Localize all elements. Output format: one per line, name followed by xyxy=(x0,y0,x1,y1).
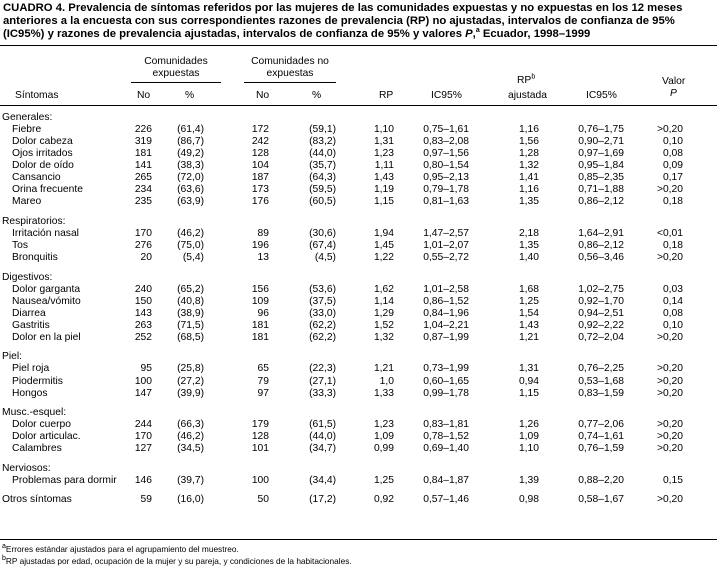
header-rp-adjusted-top: $RP^b$ xyxy=(517,73,536,86)
cell-ic95: 0,78–1,52 xyxy=(423,431,469,443)
cell-rp: 1,11 xyxy=(374,160,394,172)
cell-no-unexposed: 79 xyxy=(257,375,269,387)
cell-symptom: Piodermitis xyxy=(12,375,63,387)
cell-ic95: 0,80–1,54 xyxy=(423,160,469,172)
cell-rp: 1,52 xyxy=(373,319,394,331)
footnote-b: $^b$RP ajustadas por edad, ocupación de la mujer y su pareja, y condiciones de la habitacionales. xyxy=(2,555,352,566)
cell-no-unexposed: 181 xyxy=(251,319,269,331)
cell-no-exposed: 226 xyxy=(134,124,152,136)
cell-rp-adjusted: 1,54 xyxy=(518,307,539,319)
cell-p-value: >0,20 xyxy=(656,375,683,387)
cell-no-unexposed: 187 xyxy=(251,172,269,184)
cell-pct-unexposed: (61,5) xyxy=(309,419,336,431)
cell-ic95: 1,01–2,07 xyxy=(423,240,469,251)
cell-pct-exposed: (66,3) xyxy=(177,419,204,431)
header-p: P xyxy=(670,88,677,99)
cell-ic95: 0,60–1,65 xyxy=(423,375,469,387)
cell-ic95-adjusted: 0,83–1,59 xyxy=(578,387,624,399)
section-heading: Generales: xyxy=(2,112,53,123)
header-ic95: IC95% xyxy=(431,90,462,101)
cell-rp: 1,10 xyxy=(373,124,394,136)
cell-rp-adjusted: 1,32 xyxy=(518,160,539,172)
table-row xyxy=(0,252,717,264)
cell-ic95: 1,04–2,21 xyxy=(423,319,469,331)
table-row xyxy=(0,148,717,160)
cell-rp: 1,62 xyxy=(373,283,394,295)
cell-pct-unexposed: (33,3) xyxy=(309,387,336,399)
cell-pct-exposed: (49,2) xyxy=(177,148,204,160)
table-row xyxy=(0,332,717,344)
cell-p-value: 0,18 xyxy=(662,196,683,208)
cell-ic95: 0,73–1,99 xyxy=(423,363,469,375)
cell-no-exposed: 127 xyxy=(134,443,152,455)
cell-p-value: >0,20 xyxy=(656,431,683,443)
cell-pct-exposed: (61,4) xyxy=(177,124,204,136)
cell-ic95-adjusted: 0,85–2,35 xyxy=(578,172,624,184)
cell-pct-exposed: (34,5) xyxy=(177,443,204,455)
cell-p-value: >0,20 xyxy=(656,184,683,196)
cell-no-unexposed: 128 xyxy=(251,148,269,160)
cell-pct-exposed: (39,9) xyxy=(177,387,204,399)
cell-no-exposed: 143 xyxy=(134,307,152,319)
cell-ic95-adjusted: 0,56–3,46 xyxy=(578,252,624,264)
cell-pct-exposed: (75,0) xyxy=(177,240,204,251)
cell-p-value: >0,20 xyxy=(656,387,683,399)
cell-rp-adjusted: 0,94 xyxy=(518,375,539,387)
cell-rp-adjusted: 1,16 xyxy=(518,124,539,136)
section-heading: Musc.-esquel: xyxy=(2,407,67,419)
cell-ic95-adjusted: 0,88–2,20 xyxy=(578,474,624,486)
header-valor: Valor xyxy=(662,76,686,87)
cell-no-unexposed: 101 xyxy=(251,443,269,455)
cell-rp-adjusted: 1,41 xyxy=(518,172,539,184)
cell-pct-unexposed: (59,1) xyxy=(309,124,336,136)
cell-no-exposed: 319 xyxy=(134,136,152,148)
cell-no-unexposed: 13 xyxy=(257,252,269,264)
header-pct-exposed: % xyxy=(185,90,195,101)
table-row xyxy=(0,431,717,443)
cell-no-unexposed: 181 xyxy=(251,331,269,343)
table-caption: Prevalencia de síntomas referidos por las mujeres de las comunidades expuestas y no expuestas en los 12 meses anteriores a la encuesta con sus correspondientes razones de prevalencia (RP) no ajustadas, intervalos de confianza de 95% (IC95%) y razones de prevalencia ajustadas, intervalos de confianza de 95% y valores xyxy=(3,2,683,40)
table-number: CUADRO 4. xyxy=(3,2,66,14)
table-row xyxy=(0,240,717,252)
cell-no-unexposed: 96 xyxy=(257,307,269,319)
cell-rp-adjusted: 2,18 xyxy=(518,227,539,239)
footnote-b-marker: b xyxy=(531,73,536,81)
section-heading: Respiratorios: xyxy=(2,215,66,227)
cell-ic95: 0,87–1,99 xyxy=(423,331,469,343)
cell-no-exposed: 146 xyxy=(134,474,152,486)
cell-pct-unexposed: (60,5) xyxy=(309,196,336,208)
cell-symptom: Orina frecuente xyxy=(12,184,83,196)
cell-no-exposed: 235 xyxy=(134,196,152,208)
caption-location: Ecuador, 1998–1999 xyxy=(482,28,591,40)
cell-rp: 1,31 xyxy=(373,136,394,148)
caption-footnote-a: a xyxy=(475,27,480,35)
table-title: CUADRO 4. Prevalencia de síntomas referidos por las mujeres de las comunidades expuestas y no expuestas en los 12 meses anteriores a la encuesta con sus correspondientes razones de prevalencia (RP) no ajustadas, intervalos de confianza de 95% (IC95%) y razones de prevalencia ajustadas, intervalos de confianza de 95% y valores P,$^a$ Ecuador, 1998–1999 xyxy=(3,2,683,40)
cell-rp-adjusted: 1,15 xyxy=(518,387,539,399)
header-rp: RP xyxy=(379,90,394,101)
cell-rp: 0,92 xyxy=(373,494,394,506)
cell-rp: 1,21 xyxy=(373,363,394,375)
cell-ic95: 0,81–1,63 xyxy=(423,196,469,208)
cell-p-value: >0,20 xyxy=(656,363,683,375)
cell-rp: 1,19 xyxy=(373,184,394,196)
cell-symptom: Problemas para dormir xyxy=(12,474,117,486)
cell-symptom: Fiebre xyxy=(12,124,42,136)
cell-rp-adjusted: 1,35 xyxy=(518,196,539,208)
cell-no-unexposed: 65 xyxy=(257,363,269,375)
cell-ic95-adjusted: 1,64–2,91 xyxy=(578,227,624,239)
cell-rp: 1,15 xyxy=(373,196,394,208)
cell-symptom: Ojos irritados xyxy=(12,148,73,160)
cell-ic95-adjusted: 0,74–1,61 xyxy=(578,431,624,443)
cell-no-exposed: 244 xyxy=(134,419,152,431)
cell-pct-unexposed: (44,0) xyxy=(309,148,336,160)
cell-no-unexposed: 97 xyxy=(257,387,269,399)
cell-pct-exposed: (39,7) xyxy=(177,474,204,486)
cell-p-value: 0,14 xyxy=(662,295,683,307)
cell-pct-unexposed: (59,5) xyxy=(309,184,336,196)
cell-pct-exposed: (46,2) xyxy=(177,227,204,239)
table-row xyxy=(0,308,717,320)
cell-rp-adjusted: 1,40 xyxy=(518,252,539,264)
cell-p-value: 0,08 xyxy=(662,148,683,160)
table-row xyxy=(0,443,717,455)
cell-symptom: Dolor en la piel xyxy=(12,331,81,343)
cell-pct-exposed: (5,4) xyxy=(182,252,204,264)
cell-rp-adjusted: 1,56 xyxy=(518,136,539,148)
cell-rp-adjusted: 1,28 xyxy=(518,148,539,160)
cell-ic95: 0,83–2,08 xyxy=(423,136,469,148)
top-rule xyxy=(0,45,717,46)
cell-symptom: Dolor articulac. xyxy=(12,431,81,443)
cell-rp: 1,43 xyxy=(373,172,394,184)
cell-ic95-adjusted: 0,95–1,84 xyxy=(578,160,624,172)
cell-pct-unexposed: (62,2) xyxy=(309,319,336,331)
cell-no-unexposed: 109 xyxy=(251,295,269,307)
cell-rp: 0,99 xyxy=(373,443,394,455)
cell-ic95-adjusted: 0,72–2,04 xyxy=(578,331,624,343)
cell-p-value: >0,20 xyxy=(656,252,683,264)
cell-ic95: 0,57–1,46 xyxy=(423,494,469,506)
table-row xyxy=(0,419,717,431)
cell-rp: 1,09 xyxy=(373,431,394,443)
cell-pct-unexposed: (33,0) xyxy=(309,307,336,319)
cell-p-value: 0,03 xyxy=(662,283,683,295)
cell-ic95-adjusted: 0,58–1,67 xyxy=(578,494,624,506)
cell-ic95-adjusted: 0,97–1,69 xyxy=(578,148,624,160)
header-sintomas: Síntomas xyxy=(15,90,59,101)
cell-ic95-adjusted: 0,77–2,06 xyxy=(578,419,624,431)
cell-ic95-adjusted: 1,02–2,75 xyxy=(578,283,624,295)
cell-rp-adjusted: 1,31 xyxy=(518,363,539,375)
cell-rp: 1,33 xyxy=(373,387,394,399)
header-group-unexposed-rule xyxy=(244,82,336,83)
cell-rp: 1,0 xyxy=(379,375,394,387)
cell-pct-unexposed: (34,7) xyxy=(309,443,336,455)
table-row xyxy=(0,494,717,506)
caption-p-symbol: P xyxy=(465,28,473,40)
cell-no-unexposed: 172 xyxy=(251,124,269,136)
table-row xyxy=(0,388,717,400)
cell-p-value: 0,17 xyxy=(662,172,683,184)
cell-rp-adjusted: 1,39 xyxy=(518,474,539,486)
cell-pct-unexposed: (17,2) xyxy=(309,494,336,506)
cell-ic95: 0,83–1,81 xyxy=(423,419,469,431)
cell-no-unexposed: 179 xyxy=(251,419,269,431)
cell-p-value: 0,08 xyxy=(662,307,683,319)
cell-ic95: 0,84–1,87 xyxy=(423,474,469,486)
table-row xyxy=(0,475,717,487)
table-row xyxy=(0,228,717,240)
cell-pct-exposed: (86,7) xyxy=(177,136,204,148)
cell-rp: 1,22 xyxy=(373,252,394,264)
cell-no-unexposed: 156 xyxy=(251,283,269,295)
cell-pct-exposed: (63,9) xyxy=(177,196,204,208)
table-row xyxy=(0,320,717,332)
cell-pct-unexposed: (34,4) xyxy=(309,474,336,486)
cell-ic95: 0,86–1,52 xyxy=(423,295,469,307)
cell-rp: 1,32 xyxy=(373,331,394,343)
cell-rp-adjusted: 0,98 xyxy=(518,494,539,506)
cell-no-exposed: 181 xyxy=(134,148,152,160)
cell-no-exposed: 252 xyxy=(134,331,152,343)
cell-no-unexposed: 100 xyxy=(251,474,269,486)
cell-p-value: >0,20 xyxy=(656,443,683,455)
cell-no-exposed: 234 xyxy=(134,184,152,196)
cell-ic95-adjusted: 0,86–2,12 xyxy=(578,240,624,251)
cell-pct-unexposed: (37,5) xyxy=(309,295,336,307)
cell-pct-exposed: (68,5) xyxy=(177,331,204,343)
cell-ic95-adjusted: 0,76–1,59 xyxy=(578,443,624,455)
bottom-rule xyxy=(0,539,717,540)
cell-no-unexposed: 128 xyxy=(251,431,269,443)
cell-symptom: Dolor de oído xyxy=(12,160,74,172)
cell-symptom: Cansancio xyxy=(12,172,61,184)
cell-no-unexposed: 104 xyxy=(251,160,269,172)
cell-ic95: 1,47–2,57 xyxy=(423,227,469,239)
table-row xyxy=(0,363,717,375)
cell-pct-unexposed: (30,6) xyxy=(309,227,336,239)
table-row xyxy=(0,124,717,136)
cell-symptom: Calambres xyxy=(12,443,62,455)
cell-pct-unexposed: (27,1) xyxy=(309,375,336,387)
cell-ic95-adjusted: 0,76–1,75 xyxy=(578,124,624,136)
cell-no-exposed: 263 xyxy=(134,319,152,331)
cell-rp-adjusted: 1,68 xyxy=(518,283,539,295)
cell-no-unexposed: 50 xyxy=(257,494,269,506)
cell-pct-unexposed: (67,4) xyxy=(309,240,336,251)
cell-ic95-adjusted: 0,92–2,22 xyxy=(578,319,624,331)
header-pct-unexposed: % xyxy=(312,90,322,101)
cell-p-value: <0,01 xyxy=(656,227,683,239)
cell-symptom: Tos xyxy=(12,240,29,251)
cell-rp: 1,14 xyxy=(373,295,394,307)
cell-ic95-adjusted: 0,90–2,71 xyxy=(578,136,624,148)
cell-no-exposed: 150 xyxy=(134,295,152,307)
cell-rp: 1,45 xyxy=(373,240,394,251)
header-group-exposed: Comunidades expuestas xyxy=(144,56,208,79)
cell-ic95-adjusted: 0,53–1,68 xyxy=(578,375,624,387)
cell-pct-exposed: (25,8) xyxy=(177,363,204,375)
cell-ic95: 0,84–1,96 xyxy=(423,307,469,319)
cell-symptom: Otros síntomas xyxy=(2,494,72,506)
cell-no-exposed: 265 xyxy=(134,172,152,184)
cell-rp-adjusted: 1,10 xyxy=(518,443,539,455)
cell-p-value: >0,20 xyxy=(656,124,683,136)
cell-rp-adjusted: 1,35 xyxy=(518,240,539,251)
cell-symptom: Irritación nasal xyxy=(12,227,79,239)
cell-p-value: >0,20 xyxy=(656,419,683,431)
table-row xyxy=(0,196,717,208)
cell-p-value: 0,18 xyxy=(662,240,683,251)
cell-no-unexposed: 176 xyxy=(251,196,269,208)
cell-pct-exposed: (16,0) xyxy=(177,494,204,506)
cell-symptom: Diarrea xyxy=(12,307,46,319)
cell-ic95-adjusted: 0,71–1,88 xyxy=(578,184,624,196)
cell-pct-unexposed: (83,2) xyxy=(309,136,336,148)
table-row xyxy=(0,172,717,184)
cell-rp: 1,94 xyxy=(373,227,394,239)
cell-ic95: 0,95–2,13 xyxy=(423,172,469,184)
cell-symptom: Dolor garganta xyxy=(12,283,81,295)
cell-no-exposed: 170 xyxy=(134,227,152,239)
cell-pct-exposed: (46,2) xyxy=(177,431,204,443)
cell-symptom: Nausea/vómito xyxy=(12,295,81,307)
cell-ic95-adjusted: 0,94–2,51 xyxy=(578,307,624,319)
cell-ic95-adjusted: 0,92–1,70 xyxy=(578,295,624,307)
cell-rp: 1,23 xyxy=(373,148,394,160)
cell-pct-unexposed: (35,7) xyxy=(309,160,336,172)
header-group-exposed-rule xyxy=(131,82,221,83)
table-row xyxy=(0,376,717,388)
cell-pct-exposed: (71,5) xyxy=(177,319,204,331)
cell-no-exposed: 240 xyxy=(134,283,152,295)
cell-no-exposed: 276 xyxy=(134,240,152,251)
cell-rp-adjusted: 1,26 xyxy=(518,419,539,431)
header-ic95-adjusted: IC95% xyxy=(586,90,617,101)
table-row xyxy=(0,160,717,172)
cell-rp-adjusted: 1,21 xyxy=(518,331,539,343)
cell-rp: 1,23 xyxy=(373,419,394,431)
cell-symptom: Dolor cabeza xyxy=(12,136,73,148)
cell-no-unexposed: 242 xyxy=(251,136,269,148)
cell-no-unexposed: 89 xyxy=(257,227,269,239)
table-row xyxy=(0,296,717,308)
table-row xyxy=(0,136,717,148)
cell-pct-exposed: (65,2) xyxy=(177,283,204,295)
cell-pct-unexposed: (22,3) xyxy=(309,363,336,375)
table-row xyxy=(0,284,717,296)
cell-no-unexposed: 196 xyxy=(251,240,269,251)
cell-pct-exposed: (40,8) xyxy=(177,295,204,307)
cell-pct-unexposed: (44,0) xyxy=(309,431,336,443)
cell-ic95: 1,01–2,58 xyxy=(423,283,469,295)
footnote-a: $^a$Errores estándar ajustados para el agrupamiento del muestreo. xyxy=(2,543,239,554)
cell-pct-exposed: (38,3) xyxy=(177,160,204,172)
cell-ic95: 0,99–1,78 xyxy=(423,387,469,399)
cell-p-value: 0,10 xyxy=(662,319,683,331)
cell-no-exposed: 95 xyxy=(140,363,152,375)
cell-rp-adjusted: 1,09 xyxy=(518,431,539,443)
header-group-unexposed: Comunidades no expuestas xyxy=(251,56,329,79)
header-rp-adjusted-bottom: ajustada xyxy=(508,90,547,101)
cell-p-value: >0,20 xyxy=(656,494,683,506)
header-rule xyxy=(0,105,717,106)
cell-pct-unexposed: (62,2) xyxy=(309,331,336,343)
header-no-exposed: No xyxy=(137,90,151,101)
section-heading: Digestivos: xyxy=(2,271,53,283)
table-row xyxy=(0,184,717,196)
cell-pct-exposed: (63,6) xyxy=(177,184,204,196)
cell-symptom: Hongos xyxy=(12,387,48,399)
cell-no-exposed: 170 xyxy=(134,431,152,443)
section-heading: Nerviosos: xyxy=(2,462,51,474)
cell-ic95: 0,69–1,40 xyxy=(423,443,469,455)
cell-p-value: 0,15 xyxy=(662,474,683,486)
cell-ic95: 0,97–1,56 xyxy=(423,148,469,160)
cell-symptom: Piel roja xyxy=(12,363,50,375)
cell-ic95: 0,79–1,78 xyxy=(423,184,469,196)
cell-symptom: Mareo xyxy=(12,196,42,208)
cell-p-value: 0,09 xyxy=(662,160,683,172)
cell-symptom: Dolor cuerpo xyxy=(12,419,71,431)
cell-ic95: 0,55–2,72 xyxy=(423,252,469,264)
cell-pct-unexposed: (53,6) xyxy=(309,283,336,295)
cell-rp: 1,29 xyxy=(373,307,394,319)
header-no-unexposed: No xyxy=(256,90,270,101)
cell-symptom: Bronquitis xyxy=(12,252,58,264)
cell-p-value: 0,10 xyxy=(662,136,683,148)
cell-p-value: >0,20 xyxy=(656,331,683,343)
cell-pct-unexposed: (4,5) xyxy=(314,252,336,264)
cell-ic95: 0,75–1,61 xyxy=(423,124,469,136)
section-heading: Piel: xyxy=(2,351,23,363)
cell-pct-exposed: (27,2) xyxy=(177,375,204,387)
cell-rp-adjusted: 1,43 xyxy=(518,319,539,331)
cell-pct-unexposed: (64,3) xyxy=(309,172,336,184)
cell-no-exposed: 100 xyxy=(134,375,152,387)
cell-rp-adjusted: 1,16 xyxy=(518,184,539,196)
cell-ic95-adjusted: 0,86–2,12 xyxy=(578,196,624,208)
cell-pct-exposed: (38,9) xyxy=(177,307,204,319)
cell-no-unexposed: 173 xyxy=(251,184,269,196)
cell-rp-adjusted: 1,25 xyxy=(518,295,539,307)
cell-no-exposed: 20 xyxy=(140,252,152,264)
cell-no-exposed: 141 xyxy=(134,160,152,172)
cell-no-exposed: 59 xyxy=(140,494,152,506)
cell-rp: 1,25 xyxy=(373,474,394,486)
cell-pct-exposed: (72,0) xyxy=(177,172,204,184)
cell-symptom: Gastritis xyxy=(12,319,50,331)
cell-ic95-adjusted: 0,76–2,25 xyxy=(578,363,624,375)
cell-no-exposed: 147 xyxy=(134,387,152,399)
